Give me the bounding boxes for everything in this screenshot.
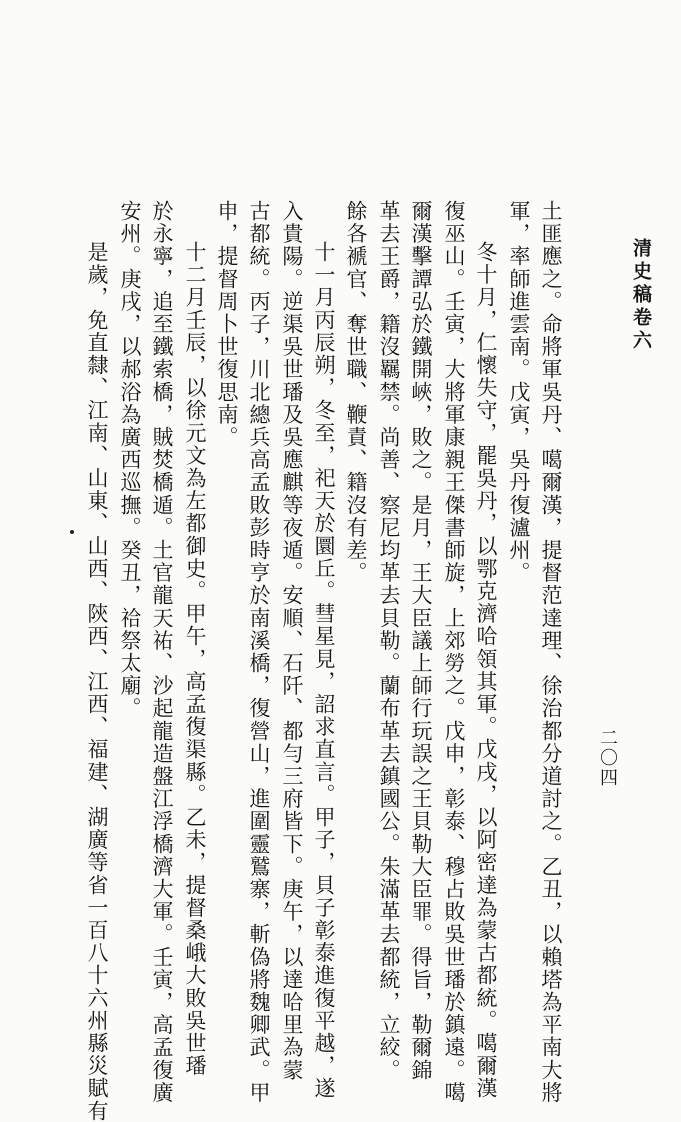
text-column-7: 餘各褫官、奪世職、鞭責、籍沒有差。 <box>344 200 368 585</box>
text-column-8: 十一月丙辰朔，冬至，祀天於圜丘。彗星見，詔求直言。甲子，貝子彰泰進復平越，遂 <box>312 241 336 1100</box>
text-column-9: 入貴陽。逆渠吳世璠及吳應麒等夜遁。安順、石阡、都勻三府皆下。庚午，以達哈里為蒙 <box>280 200 304 1082</box>
text-column-2: 軍，率師進雲南。戊寅，吳丹復瀘州。 <box>507 200 531 585</box>
ink-speck <box>70 530 74 534</box>
page-number: 二〇四 <box>597 728 618 788</box>
text-column-4: 復巫山。壬寅，大將軍康親王傑書師旋，上郊勞之。戊申，彰泰、穆占敗吳世璠於鎮遠。噶 <box>442 200 466 1104</box>
text-column-13: 於永寧，追至鐵索橋，賊焚橋遁。土官龍天祐、沙起龍造盤江浮橋濟大軍。壬寅，高孟復廣 <box>150 200 174 1104</box>
text-column-1: 土匪應之。命將軍吳丹、噶爾漢，提督范達理、徐治都分道討之。乙丑，以賴塔為平南大將 <box>539 200 563 1104</box>
text-column-5: 爾漢擊譚弘於鐵開峽，敗之。是月，王大臣議上師行玩誤之王貝勒大臣罪。得旨，勒爾錦 <box>409 200 433 1082</box>
text-column-15: 是歲，免直隸、江南、山東、山西、陝西、江西、福建、湖廣等省一百八十六州縣災賦有 <box>85 241 109 1122</box>
text-column-3: 冬十月，仁懷失守，罷吳丹，以鄂克濟哈領其軍。戊戌，以阿密達為蒙古都統。噶爾漢 <box>474 241 498 1100</box>
text-column-6: 革去王爵，籍沒羈禁。尚善、察尼均革去貝勒。蘭布革去鎮國公。朱滿革去都統，立絞。 <box>377 200 401 1082</box>
text-column-11: 申，提督周卜世復思南。 <box>215 200 239 449</box>
text-column-12: 十二月壬辰，以徐元文為左都御史。甲午，高孟復渠縣。乙未，提督桑峨大敗吳世璠 <box>183 241 207 1078</box>
text-column-10: 古都統。丙子，川北總兵高孟敗彭時亨於南溪橋，復營山，進圍靈鷲寨，斬偽將魏卿武。甲 <box>247 200 271 1104</box>
running-title: 清史稿卷六 <box>630 238 652 353</box>
text-column-14: 安州。庚戌，以郝浴為廣西巡撫。癸丑，祫祭太廟。 <box>118 200 142 720</box>
